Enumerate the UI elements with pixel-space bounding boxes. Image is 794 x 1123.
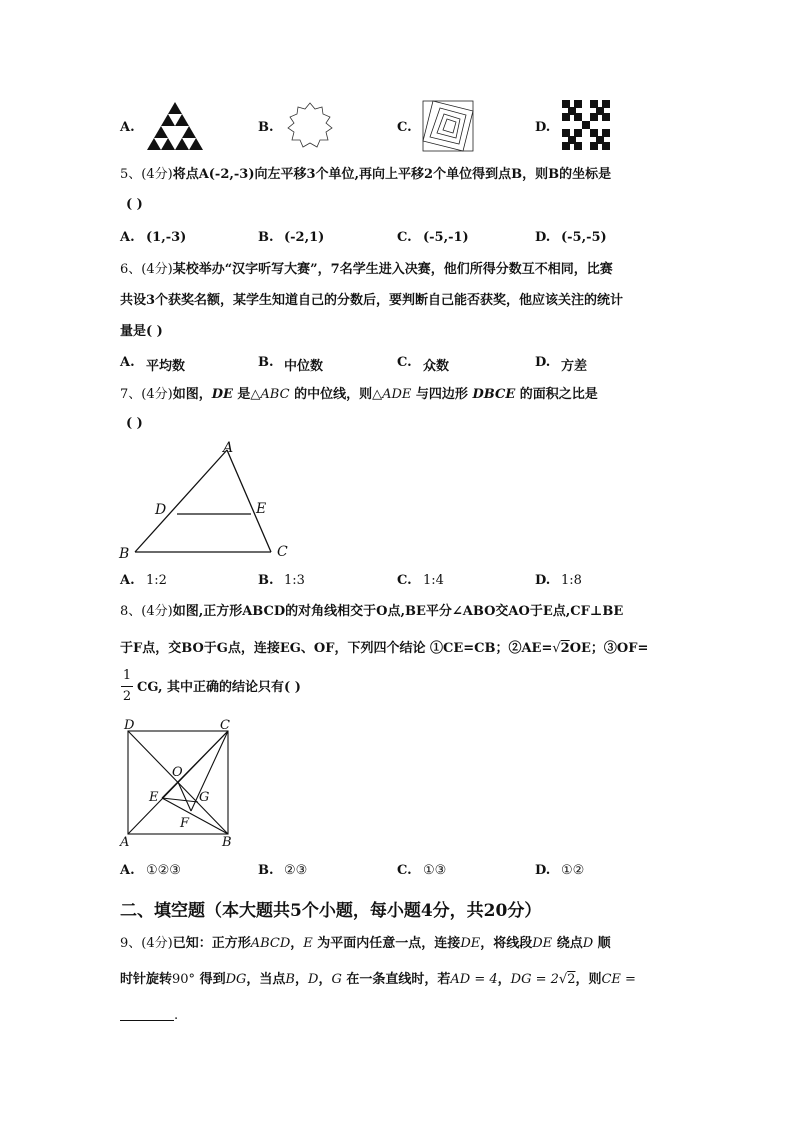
q7-triangle-abc: △ABC [250, 387, 290, 402]
q9-dg-equation: DG = 2 [510, 972, 559, 987]
q8-segment-of [178, 782, 191, 811]
q7-label-d: D [155, 502, 167, 518]
cross-fractal-figure [561, 99, 611, 151]
sqrt-symbol: √ [552, 641, 561, 656]
q6-option-c-label: C. [397, 355, 412, 370]
q8-line-3: CG, 其中正确的结论只有( ) [137, 680, 301, 695]
q7-label-c: C [277, 544, 288, 560]
q8-label-g: G [199, 790, 210, 805]
q8-text-2a: 于F点，交BO于G点，连接EG、OF，下列四个结论 ①CE=CB；②AE= [120, 641, 553, 656]
q9-text-1b: ， [290, 936, 304, 951]
q8-option-a-label: A. [120, 863, 135, 878]
q9-text-2f: 在一条直线时，若 [341, 972, 451, 987]
koch-snowflake-figure [282, 100, 338, 150]
q6-option-b-label: B. [258, 355, 274, 370]
q8-line-2 [120, 641, 648, 657]
q8-option-c-text: ①③ [423, 863, 447, 878]
q9-de: DE [460, 936, 481, 951]
q8-text-2b: OE；③OF= [569, 641, 649, 656]
q7-option-d-label: D. [535, 573, 551, 588]
q7-label-a: A [223, 440, 234, 456]
q7-option-b-text: 1:3 [284, 573, 305, 588]
q7-option-c-text: 1:4 [423, 573, 444, 588]
q6-option-b-text: 中位数 [284, 359, 324, 374]
q7-side-ab [135, 450, 227, 552]
q5-option-d-text: (-5,-5) [561, 230, 607, 245]
nested-squares-figure [421, 100, 475, 152]
q8-label-c: C [220, 718, 230, 733]
q6-line-2: 共设3个获奖名额，某学生知道自己的分数后，要判断自己能否获奖，他应该关注的统计 [120, 293, 624, 308]
q8-number: 8、(4分) [120, 604, 173, 619]
q9-d: D [582, 936, 594, 951]
q8-option-a-text: ①②③ [146, 863, 181, 878]
q9-text-1e: 绕点 [552, 936, 583, 951]
q9-text-1d: ，将线段 [480, 936, 533, 951]
q5-option-d-label: D. [535, 230, 551, 245]
q9-dg: DG [225, 972, 247, 987]
q6-text-1: 某校举办“汉字听写大赛”，7名学生进入决赛，他们所得分数互不相同，比赛 [172, 262, 613, 277]
q8-label-a: A [120, 835, 130, 850]
q8-fraction-numerator: 1 [122, 668, 132, 683]
q9-abcd: ABCD [250, 936, 291, 951]
q9-end-period: . [174, 1008, 179, 1023]
q7-text-1: 如图， [172, 387, 212, 402]
q8-option-c-label: C. [397, 863, 412, 878]
q8-option-d-label: D. [535, 863, 551, 878]
q6-option-d-label: D. [535, 355, 551, 370]
q9-e: E [303, 936, 313, 951]
q8-label-b: B [222, 835, 232, 850]
q8-label-o: O [172, 765, 183, 780]
q8-option-b-text: ②③ [284, 863, 308, 878]
q9-text-2e: ， [318, 972, 332, 987]
q4-option-a-label: A. [120, 120, 135, 135]
q7-option-c-label: C. [397, 573, 412, 588]
q7-dbce: DBCE [472, 387, 516, 402]
q9-number: 9、(4分) [120, 936, 173, 951]
q6-line-1 [120, 262, 613, 278]
q5-option-b-label: B. [258, 230, 274, 245]
q8-fraction-denominator: 2 [122, 689, 132, 704]
q4-option-b-label: B. [258, 120, 274, 135]
q5-bracket: ( ) [126, 197, 143, 212]
sqrt-symbol: √ [558, 972, 568, 987]
q6-option-c-text: 众数 [423, 359, 450, 374]
q9-ce: CE = [601, 972, 636, 987]
q6-option-d-text: 方差 [561, 359, 588, 374]
q8-option-d-text: ①② [561, 863, 585, 878]
q9-line-1 [120, 936, 611, 952]
q8-label-d: D [124, 718, 135, 733]
q7-text-2: 是 [232, 387, 251, 402]
q9-text-2b: 得到 [195, 972, 226, 987]
q6-option-a-label: A. [120, 355, 135, 370]
q9-de-2: DE [532, 936, 553, 951]
q7-triangle-ade: △ADE [372, 387, 412, 402]
q7-label-b: B [119, 546, 130, 562]
q6-line-3: 量是( ) [120, 324, 163, 339]
section-2-heading: 二、填空题（本大题共5个小题，每小题4分，共20分） [120, 901, 542, 921]
q7-option-a-text: 1:2 [146, 573, 167, 588]
q7-number: 7、(4分) [120, 387, 173, 402]
q9-text-2g: ， [497, 972, 511, 987]
q8-option-b-label: B. [258, 863, 274, 878]
q9-text-2h: ，则 [575, 972, 602, 987]
q5-option-b-text: (-2,1) [284, 230, 325, 245]
q6-option-a-text: 平均数 [146, 359, 186, 374]
q8-label-f: F [180, 816, 190, 831]
q9-text-2d: ， [294, 972, 308, 987]
q7-bracket: ( ) [126, 416, 143, 431]
q9-text-1a: 已知：正方形 [172, 936, 251, 951]
q7-de: DE [211, 387, 233, 402]
q9-sqrt-value: 2 [567, 972, 576, 987]
q7-text-4: 与四边形 [411, 387, 473, 402]
q9-text-1f: 顺 [593, 936, 611, 951]
q8-sqrt-value: 2 [560, 641, 570, 656]
q8-fraction-bar [121, 686, 133, 687]
q7-stem [120, 387, 598, 403]
q7-text-3: 的中位线，则 [289, 387, 373, 402]
q7-option-a-label: A. [120, 573, 135, 588]
q7-option-d-text: 1:8 [561, 573, 582, 588]
q9-line-2 [120, 972, 636, 988]
q5-stem [120, 167, 611, 183]
sierpinski-triangle-figure [146, 100, 204, 152]
q9-answer-blank[interactable] [120, 1020, 174, 1021]
q7-label-e: E [256, 501, 267, 517]
q5-number: 5、(4分) [120, 167, 173, 182]
q5-option-c-text: (-5,-1) [423, 230, 469, 245]
q4-option-d-label: D. [535, 120, 551, 135]
q5-option-c-label: C. [397, 230, 412, 245]
q9-text-2c: ，当点 [246, 972, 286, 987]
q9-b: B [285, 972, 295, 987]
q9-text-2a: 时针旋转 [120, 972, 173, 987]
q4-option-c-label: C. [397, 120, 412, 135]
q7-triangle-figure [115, 438, 305, 564]
q8-segment-cf [191, 731, 228, 811]
q8-label-e: E [149, 790, 159, 805]
q5-option-a-label: A. [120, 230, 135, 245]
q6-number: 6、(4分) [120, 262, 173, 277]
q8-line-1 [120, 604, 623, 620]
q8-text-1: 如图,正方形ABCD的对角线相交于O点,BE平分∠ABO交AO于E点,CF⊥BE [172, 604, 624, 619]
q5-option-a-text: (1,-3) [146, 230, 187, 245]
q5-text: 将点A(-2,-3)向左平移3个单位,再向上平移2个单位得到点B，则B的坐标是 [172, 167, 612, 182]
q9-ad-equation: AD = 4 [450, 972, 498, 987]
q7-text-5: 的面积之比是 [515, 387, 598, 402]
q9-g: G [331, 972, 342, 987]
q8-square-figure [115, 712, 245, 852]
q7-option-b-label: B. [258, 573, 274, 588]
q9-d-2: D [308, 972, 319, 987]
q9-degree: 90° [172, 972, 196, 987]
q9-text-1c: 为平面内任意一点，连接 [312, 936, 461, 951]
